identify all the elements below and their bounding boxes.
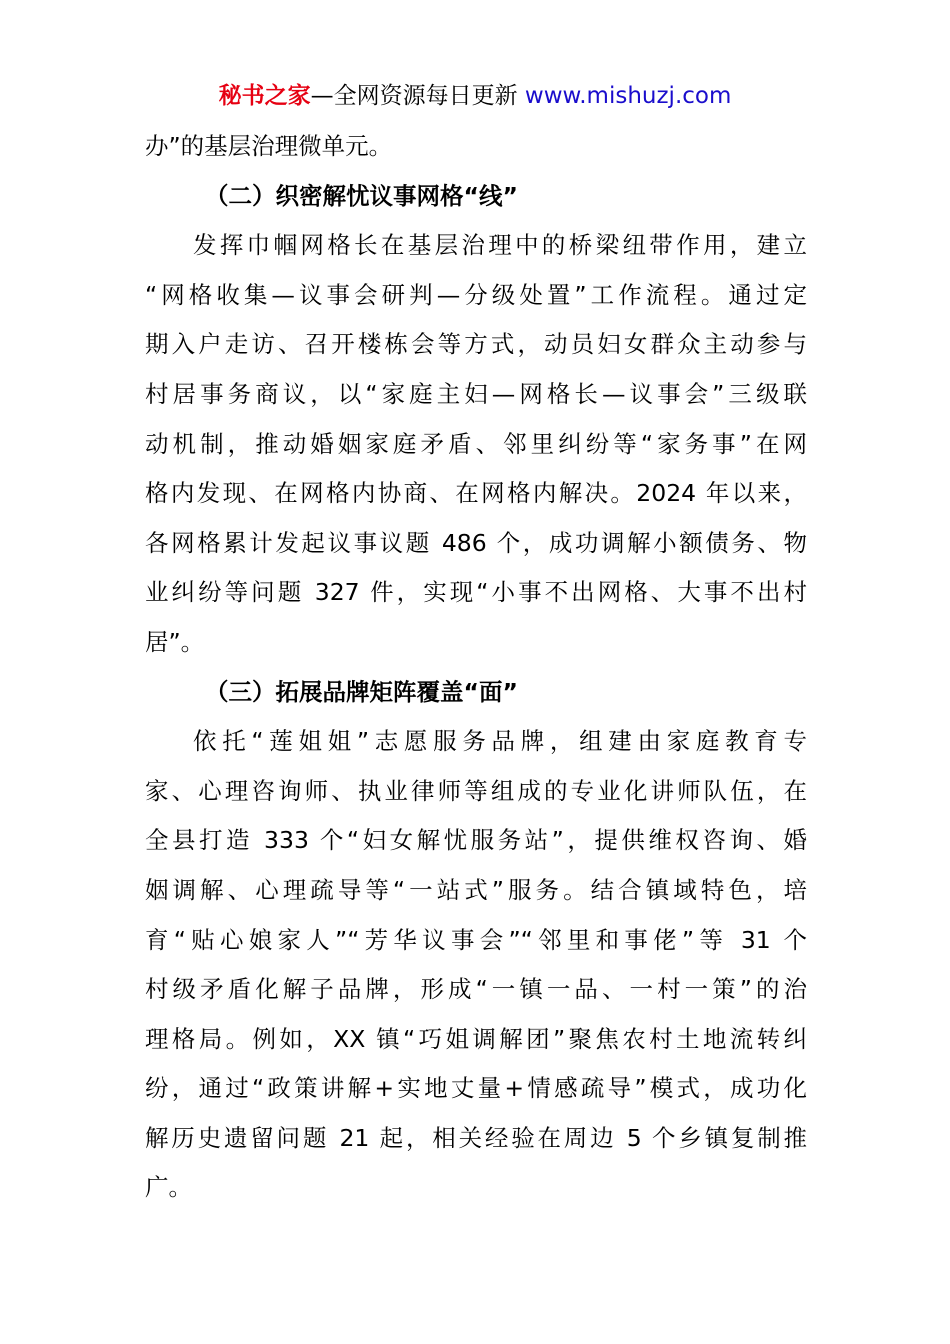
text-line: 动机制，推动婚姻家庭矛盾、邻里纠纷等“家务事”在网 — [145, 429, 807, 458]
text-line: 依托“莲姐姐”志愿服务品牌，组建由家庭教育专 — [193, 727, 807, 756]
section-heading: （三）拓展品牌矩阵覆盖“面” — [205, 677, 518, 706]
text-line: 解历史遗留问题 21 起，相关经验在周边 5 个乡镇复制推 — [145, 1123, 807, 1152]
header-site-link[interactable]: www.mishuzj.com — [524, 83, 732, 109]
text-line: 期入户走访、召开楼栋会等方式，动员妇女群众主动参与 — [145, 330, 807, 359]
page-header — [0, 80, 950, 112]
text-line: 理格局。例如，XX 镇“巧姐调解团”聚焦农村土地流转纠 — [145, 1024, 807, 1053]
text-line: 家、心理咨询师、执业律师等组成的专业化讲师队伍，在 — [145, 776, 807, 805]
text-line: 各网格累计发起议事议题 486 个，成功调解小额债务、物 — [145, 528, 807, 557]
text-line: 居”。 — [145, 627, 205, 656]
text-line: 办”的基层治理微单元。 — [145, 132, 393, 160]
text-line: 发挥巾帼网格长在基层治理中的桥梁纽带作用，建立 — [193, 231, 807, 260]
text-line: 姻调解、心理疏导等“一站式”服务。结合镇域特色，培 — [145, 875, 807, 904]
text-line: 全县打造 333 个“妇女解忧服务站”，提供维权咨询、婚 — [145, 826, 807, 855]
section-heading: （二）织密解忧议事网格“线” — [205, 181, 518, 210]
document-body — [145, 122, 807, 1213]
text-line: 村居事务商议，以“家庭主妇—网格长—议事会”三级联 — [145, 379, 807, 408]
text-line: 村级矛盾化解子品牌，形成“一镇一品、一村一策”的治 — [145, 975, 807, 1004]
text-line: 育“贴心娘家人”“芳华议事会”“邻里和事佬”等 31 个 — [145, 925, 807, 954]
text-line: 业纠纷等问题 327 件，实现“小事不出网格、大事不出村 — [145, 578, 807, 607]
text-line: 纷，通过“政策讲解+实地丈量+情感疏导”模式，成功化 — [145, 1074, 807, 1103]
header-brand: 秘书之家 — [218, 83, 311, 109]
text-line: 广。 — [145, 1173, 192, 1202]
text-line: “网格收集—议事会研判—分级处置”工作流程。通过定 — [145, 280, 807, 309]
text-line: 格内发现、在网格内协商、在网格内解决。2024 年以来， — [145, 479, 807, 508]
header-tagline: —全网资源每日更新 — [310, 83, 525, 109]
